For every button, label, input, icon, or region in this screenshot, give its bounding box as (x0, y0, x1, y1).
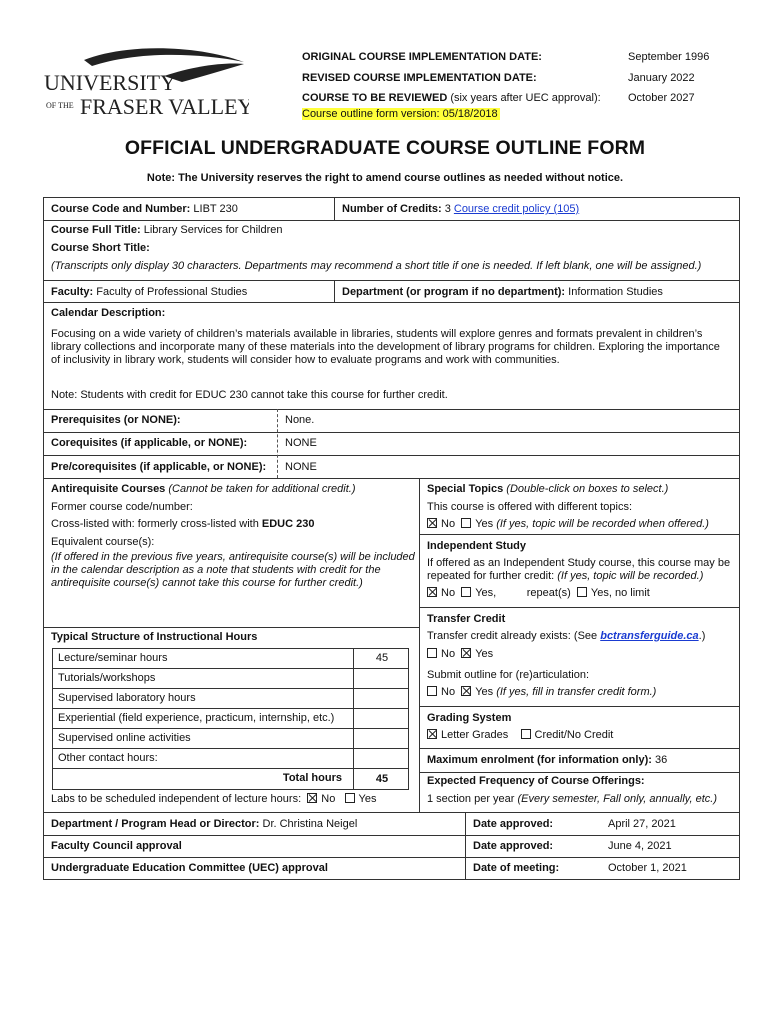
independent-study-options: No Yes, repeat(s) Yes, no limit (427, 587, 650, 600)
precorequisites-value: NONE (285, 461, 317, 473)
bctransferguide-link[interactable]: bctransferguide.ca (600, 630, 699, 642)
amend-note: Note: The University reserves the right to amend course outlines as needed without notice. (146, 172, 624, 184)
course-short-title-label: Course Short Title: (51, 242, 150, 254)
dept-date-label: Date approved: (473, 818, 554, 830)
faculty-date-value: June 4, 2021 (608, 840, 672, 852)
max-enrolment: Maximum enrolment (for information only): 36 (427, 754, 668, 766)
course-code: Course Code and Number: LIBT 230 (51, 203, 238, 215)
special-topics-options: No Yes (If yes, topic will be recorded when offered.) (427, 518, 709, 531)
department: Department (or program if no department): Information Studies (342, 286, 663, 298)
table-row: Tutorials/workshops (53, 669, 408, 689)
review-date-label: COURSE TO BE REVIEWED (six years after UEC approval): (302, 92, 601, 104)
logo-line1: UNIVERSITY (44, 70, 176, 95)
transfer-credit-exists: Transfer credit already exists: (See bctransferguide.ca.) (427, 630, 706, 642)
dept-head-approval: Department / Program Head or Director: Dr. Christina Neigel (51, 818, 358, 830)
prerequisites-value: None. (285, 414, 315, 426)
transfer-submit-yes-checkbox[interactable] (461, 686, 471, 696)
svg-text:OF THE: OF THE (46, 101, 74, 110)
transfer-credit-exists-options: No Yes (427, 648, 493, 661)
review-date-value: October 2027 (628, 92, 695, 104)
special-topics-line: This course is offered with different topics: (427, 501, 633, 513)
faculty-council-approval: Faculty Council approval (51, 840, 182, 852)
university-logo (44, 46, 249, 124)
transfer-submit-label: Submit outline for (re)articulation: (427, 669, 590, 681)
uec-approval: Undergraduate Education Committee (UEC) approval (51, 862, 328, 874)
special-topics-yes-checkbox[interactable] (461, 518, 471, 528)
transfer-exists-no-checkbox[interactable] (427, 648, 437, 658)
corequisites-value: NONE (285, 437, 317, 449)
form-version: Course outline form version: 05/18/2018 (302, 108, 498, 120)
table-row: Lecture/seminar hours 45 (53, 649, 408, 669)
table-row: Supervised online activities (53, 729, 408, 749)
equivalent-note: (If offered in the previous five years, antirequisite course(s) will be included in the calendar description as a note that students with credit for the antirequisite course(s) cannot take this course for further credit.) (51, 551, 415, 589)
independent-study-text: If offered as an Independent Study course, this course may be repeated for further credit: (If yes, topic will be recorded.) (427, 557, 731, 582)
revised-date-label: REVISED COURSE IMPLEMENTATION DATE: (302, 72, 537, 84)
short-title-note: (Transcripts only display 30 characters. Departments may recommend a short title if one is needed. If left blank, one will be assigned.) (51, 260, 702, 272)
hours-heading: Typical Structure of Instructional Hours (51, 631, 258, 643)
dept-date-value: April 27, 2021 (608, 818, 676, 830)
grading-heading: Grading System (427, 712, 512, 724)
antirequisite-heading: Antirequisite Courses (Cannot be taken for additional credit.) (51, 483, 356, 495)
special-topics-heading: Special Topics (Double-click on boxes to select.) (427, 483, 669, 495)
uec-date-value: October 1, 2021 (608, 862, 687, 874)
total-hours-row: Total hours 45 (53, 769, 408, 789)
calendar-note: Note: Students with credit for EDUC 230 cannot take this course for further credit. (51, 389, 448, 401)
labs-scheduling: Labs to be scheduled independent of lecture hours: No Yes (51, 793, 377, 805)
table-row: Supervised laboratory hours (53, 689, 408, 709)
credit-no-credit-checkbox[interactable] (521, 729, 531, 739)
uec-date-label: Date of meeting: (473, 862, 560, 874)
corequisites-label: Corequisites (if applicable, or NONE): (51, 437, 248, 449)
special-topics-no-checkbox[interactable] (427, 518, 437, 528)
former-course-code: Former course code/number: (51, 501, 193, 513)
calendar-description-label: Calendar Description: (51, 307, 166, 319)
grading-options: Letter Grades Credit/No Credit (427, 729, 613, 742)
transfer-exists-yes-checkbox[interactable] (461, 648, 471, 658)
credits: Number of Credits: 3 Course credit policy (105) (342, 203, 580, 215)
cross-listed: Cross-listed with: formerly cross-listed with EDUC 230 (51, 518, 315, 530)
hours-table (52, 648, 409, 790)
svg-text:FRASER VALLEY: FRASER VALLEY (80, 94, 249, 119)
labs-yes-checkbox[interactable] (345, 793, 355, 803)
original-date-value: September 1996 (628, 51, 710, 63)
transfer-submit-options: No Yes (If yes, fill in transfer credit form.) (427, 686, 656, 699)
independent-study-yes-checkbox[interactable] (461, 587, 471, 597)
course-full-title: Course Full Title: Library Services for Children (51, 224, 283, 236)
faculty: Faculty: Faculty of Professional Studies (51, 286, 248, 298)
prerequisites-label: Prerequisites (or NONE): (51, 414, 181, 426)
table-row: Other contact hours: (53, 749, 408, 769)
labs-no-checkbox[interactable] (307, 793, 317, 803)
frequency-value: 1 section per year (Every semester, Fall only, annually, etc.) (427, 793, 717, 805)
transfer-credit-heading: Transfer Credit (427, 613, 506, 625)
equivalent-courses: Equivalent course(s): (51, 536, 155, 548)
original-date-label: ORIGINAL COURSE IMPLEMENTATION DATE: (302, 51, 542, 63)
precorequisites-label: Pre/corequisites (if applicable, or NONE): (51, 461, 267, 473)
revised-date-value: January 2022 (628, 72, 695, 84)
independent-study-no-limit-checkbox[interactable] (577, 587, 587, 597)
independent-study-heading: Independent Study (427, 540, 526, 552)
letter-grades-checkbox[interactable] (427, 729, 437, 739)
calendar-description: Focusing on a wide variety of children’s materials available in libraries, students will explore genres and formats prevalent in children’s library collections and incorporate many of these materials into the development of library programs for children. Exploring the importance of inclusivity in library work, students will consider how to evaluate programs and work with communities. (51, 328, 720, 366)
faculty-date-label: Date approved: (473, 840, 554, 852)
table-row: Experiential (field experience, practicum, internship, etc.) (53, 709, 408, 729)
page-title: OFFICIAL UNDERGRADUATE COURSE OUTLINE FORM (124, 137, 646, 159)
independent-study-no-checkbox[interactable] (427, 587, 437, 597)
transfer-submit-no-checkbox[interactable] (427, 686, 437, 696)
frequency-label: Expected Frequency of Course Offerings: (427, 775, 645, 787)
credit-policy-link[interactable]: Course credit policy (105) (453, 203, 580, 215)
